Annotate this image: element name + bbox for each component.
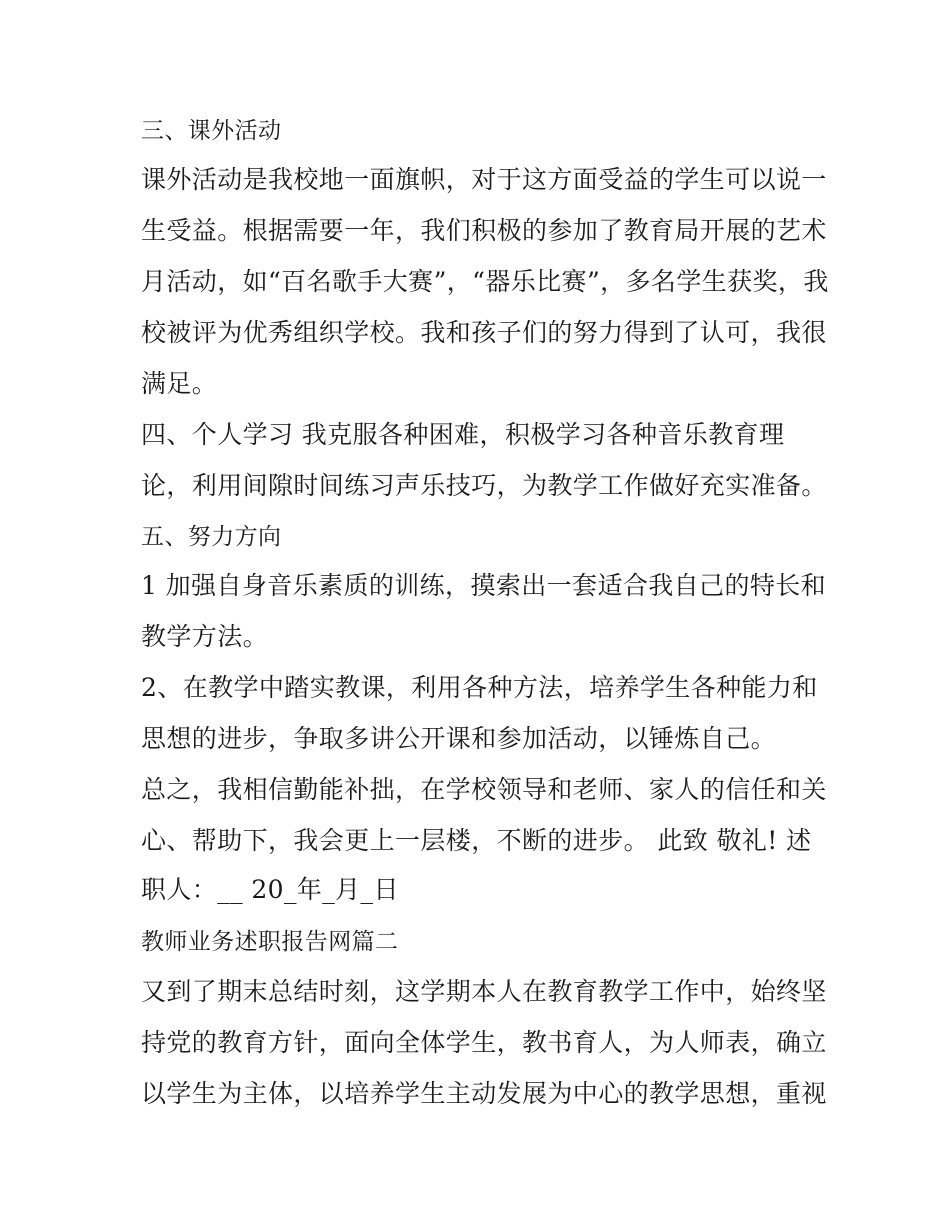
paragraph-line: 以学生为主体，以培养学生主动发展为中心的教学思想，重视	[141, 1079, 827, 1108]
article-title: 教师业务述职报告网篇二	[141, 929, 399, 955]
list-item-2: 2、在教学中踏实教课，利用各种方法，培养学生各种能力和	[141, 673, 818, 702]
section-heading-direction: 五、努力方向	[141, 524, 282, 550]
paragraph-line: 持党的教育方针，面向全体学生，教书育人，为人师表，确立	[141, 1028, 827, 1057]
section-heading-personal-study: 四、个人学习 我克服各种困难，积极学习各种音乐教育理	[141, 420, 785, 449]
paragraph-line: 思想的进步，争取多讲公开课和参加活动，以锤炼自己。	[141, 724, 777, 753]
section-heading-extracurricular: 三、课外活动	[141, 118, 282, 144]
paragraph-line: 校被评为优秀组织学校。我和孩子们的努力得到了认可，我很	[141, 318, 827, 347]
paragraph-line: 心、帮助下，我会更上一层楼，不断的进步。 此致 敬礼! 述	[141, 826, 812, 855]
paragraph-line: 总之，我相信勤能补拙，在学校领导和老师、家人的信任和关	[141, 775, 827, 804]
list-item-1: 1 加强自身音乐素质的训练，摸索出一套适合我自己的特长和	[141, 571, 827, 600]
paragraph-line: 又到了期末总结时刻，这学期本人在教育教学工作中，始终坚	[141, 977, 827, 1006]
signature-line: 职人：__ 20_年_月_日	[141, 875, 399, 904]
paragraph-line: 生受益。根据需要一年，我们积极的参加了教育局开展的艺术	[141, 216, 827, 245]
paragraph-line: 月活动，如“百名歌手大赛”，“器乐比赛”，多名学生获奖，我	[141, 267, 829, 296]
paragraph-line: 论，利用间隙时间练习声乐技巧，为教学工作做好充实准备。	[141, 471, 827, 500]
paragraph-line: 教学方法。	[141, 622, 269, 651]
paragraph-line: 满足。	[141, 369, 218, 398]
paragraph-line: 课外活动是我校地一面旗帜，对于这方面受益的学生可以说一	[141, 165, 827, 194]
